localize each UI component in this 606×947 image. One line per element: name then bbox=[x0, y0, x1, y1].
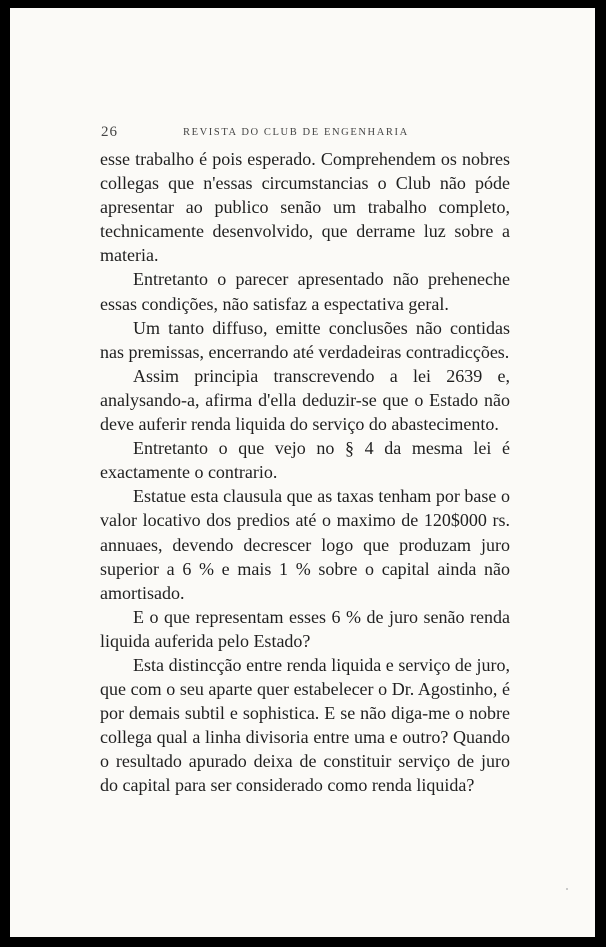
paragraph: Assim principia transcrevendo a lei 2639 e, analysando-a, afirma d'ella deduzir-se que o Estado não deve auferir renda liquida do serviço do abastecimento. bbox=[100, 365, 510, 435]
page-header bbox=[10, 124, 595, 144]
book-page bbox=[10, 8, 595, 937]
body-text bbox=[100, 147, 510, 798]
paragraph: Entretanto o parecer apresentado não preheneche essas condições, não satisfaz a espectativa geral. bbox=[100, 269, 510, 314]
paragraph: Um tanto diffuso, emitte conclusões não contidas nas premissas, encerrando até verdadeiras contradicções. bbox=[100, 317, 510, 362]
paragraph: Entretanto o que vejo no § 4 da mesma lei é exactamente o contrario. bbox=[100, 438, 510, 483]
paper-speck bbox=[566, 888, 568, 890]
page-number: 26 bbox=[101, 124, 118, 140]
paragraph: Esta distincção entre renda liquida e serviço de juro, que com o seu aparte quer estabelecer o Dr. Agostinho, é por demais subtil e sophistica. E se não diga-me o nobre collega qual a linha divisoria entre uma e outro? Quando o resultado apurado deixa de constituir serviço de juro do capital para ser considerado como renda liquida? bbox=[100, 654, 510, 796]
paragraph: Estatue esta clausula que as taxas tenham por base o valor locativo dos predios até o maximo de 120$000 rs. annuaes, devendo decrescer logo que produzam juro superior a 6 % e mais 1 % sobre o capital ainda não amortisado. bbox=[100, 486, 510, 603]
running-title: REVISTA DO CLUB DE ENGENHARIA bbox=[183, 127, 409, 138]
paragraph: E o que representam esses 6 % de juro senão renda liquida auferida pelo Estado? bbox=[100, 606, 510, 651]
paragraph: esse trabalho é pois esperado. Comprehendem os nobres collegas que n'essas circumstancias o Club não póde apresentar ao publico senão um trabalho completo, technicamente desenvolvido, que derrame luz sobre a materia. bbox=[100, 149, 510, 266]
